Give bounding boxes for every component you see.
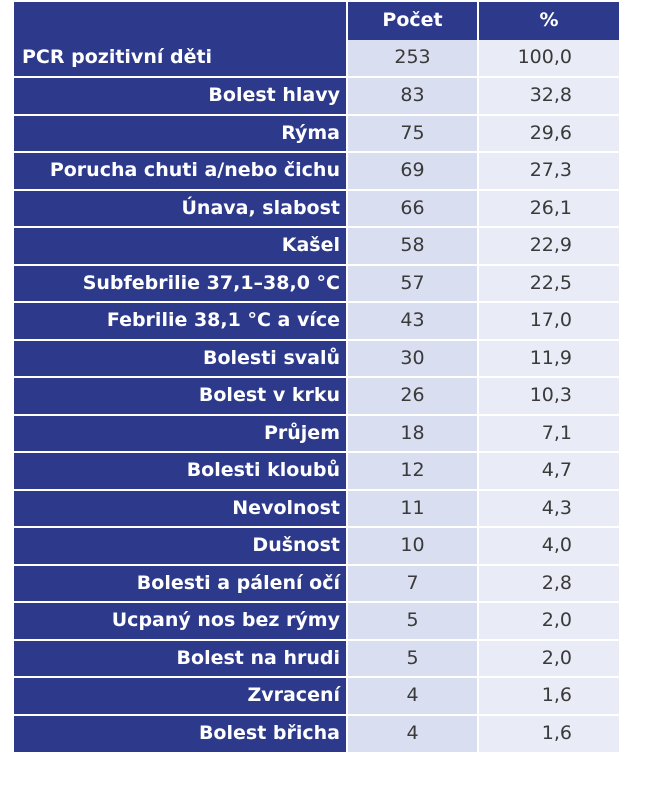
row-label: Únava, slabost [14, 190, 347, 228]
table-row [14, 565, 619, 603]
row-percent: 22,9 [478, 227, 619, 265]
table-row [14, 265, 619, 303]
row-count: 12 [347, 452, 478, 490]
table-row [14, 115, 619, 153]
row-label: Bolesti svalů [14, 340, 347, 378]
row-label: Průjem [14, 415, 347, 453]
table-row [14, 602, 619, 640]
row-label: Bolest na hrudi [14, 640, 347, 678]
row-count: 4 [347, 715, 478, 753]
row-percent: 4,7 [478, 452, 619, 490]
table-row [14, 677, 619, 715]
row-percent: 1,6 [478, 715, 619, 753]
row-label: Zvracení [14, 677, 347, 715]
table-row [14, 377, 619, 415]
table-row [14, 77, 619, 115]
row-label: Bolesti kloubů [14, 452, 347, 490]
row-percent: 2,8 [478, 565, 619, 603]
row-label: PCR pozitivní děti [14, 40, 347, 78]
row-label: Bolest břicha [14, 715, 347, 753]
row-count: 75 [347, 115, 478, 153]
row-label: Bolesti a pálení očí [14, 565, 347, 603]
row-percent: 26,1 [478, 190, 619, 228]
header-count: Počet [347, 2, 478, 40]
table-row [14, 152, 619, 190]
row-percent: 4,0 [478, 527, 619, 565]
row-count: 18 [347, 415, 478, 453]
table-row [14, 715, 619, 753]
table-row [14, 190, 619, 228]
table-row [14, 415, 619, 453]
row-count: 253 [347, 40, 478, 78]
row-count: 5 [347, 602, 478, 640]
row-count: 11 [347, 490, 478, 528]
row-percent: 100,0 [478, 40, 619, 78]
row-label: Subfebrilie 37,1–38,0 °C [14, 265, 347, 303]
row-count: 10 [347, 527, 478, 565]
table-row [14, 527, 619, 565]
row-label: Porucha chuti a/nebo čichu [14, 152, 347, 190]
row-percent: 29,6 [478, 115, 619, 153]
header-label-cell [14, 2, 347, 40]
row-label: Bolest hlavy [14, 77, 347, 115]
row-percent: 22,5 [478, 265, 619, 303]
row-count: 69 [347, 152, 478, 190]
row-label: Kašel [14, 227, 347, 265]
row-count: 30 [347, 340, 478, 378]
table-row [14, 640, 619, 678]
row-count: 4 [347, 677, 478, 715]
row-percent: 32,8 [478, 77, 619, 115]
row-label: Dušnost [14, 527, 347, 565]
row-count: 57 [347, 265, 478, 303]
row-count: 26 [347, 377, 478, 415]
table-row [14, 490, 619, 528]
row-count: 83 [347, 77, 478, 115]
row-count: 5 [347, 640, 478, 678]
row-count: 66 [347, 190, 478, 228]
row-label: Bolest v krku [14, 377, 347, 415]
row-count: 43 [347, 302, 478, 340]
header-percent: % [478, 2, 619, 40]
row-count: 58 [347, 227, 478, 265]
row-percent: 2,0 [478, 602, 619, 640]
row-percent: 1,6 [478, 677, 619, 715]
row-count: 7 [347, 565, 478, 603]
table-row [14, 452, 619, 490]
table-row [14, 340, 619, 378]
row-label: Febrilie 38,1 °C a více [14, 302, 347, 340]
row-label: Nevolnost [14, 490, 347, 528]
table-row [14, 227, 619, 265]
symptom-table [14, 2, 619, 752]
row-percent: 11,9 [478, 340, 619, 378]
row-label: Rýma [14, 115, 347, 153]
row-percent: 7,1 [478, 415, 619, 453]
table-row [14, 40, 619, 78]
row-percent: 4,3 [478, 490, 619, 528]
row-percent: 10,3 [478, 377, 619, 415]
row-label: Ucpaný nos bez rýmy [14, 602, 347, 640]
header-row [14, 2, 619, 40]
row-percent: 27,3 [478, 152, 619, 190]
row-percent: 17,0 [478, 302, 619, 340]
table-row [14, 302, 619, 340]
row-percent: 2,0 [478, 640, 619, 678]
